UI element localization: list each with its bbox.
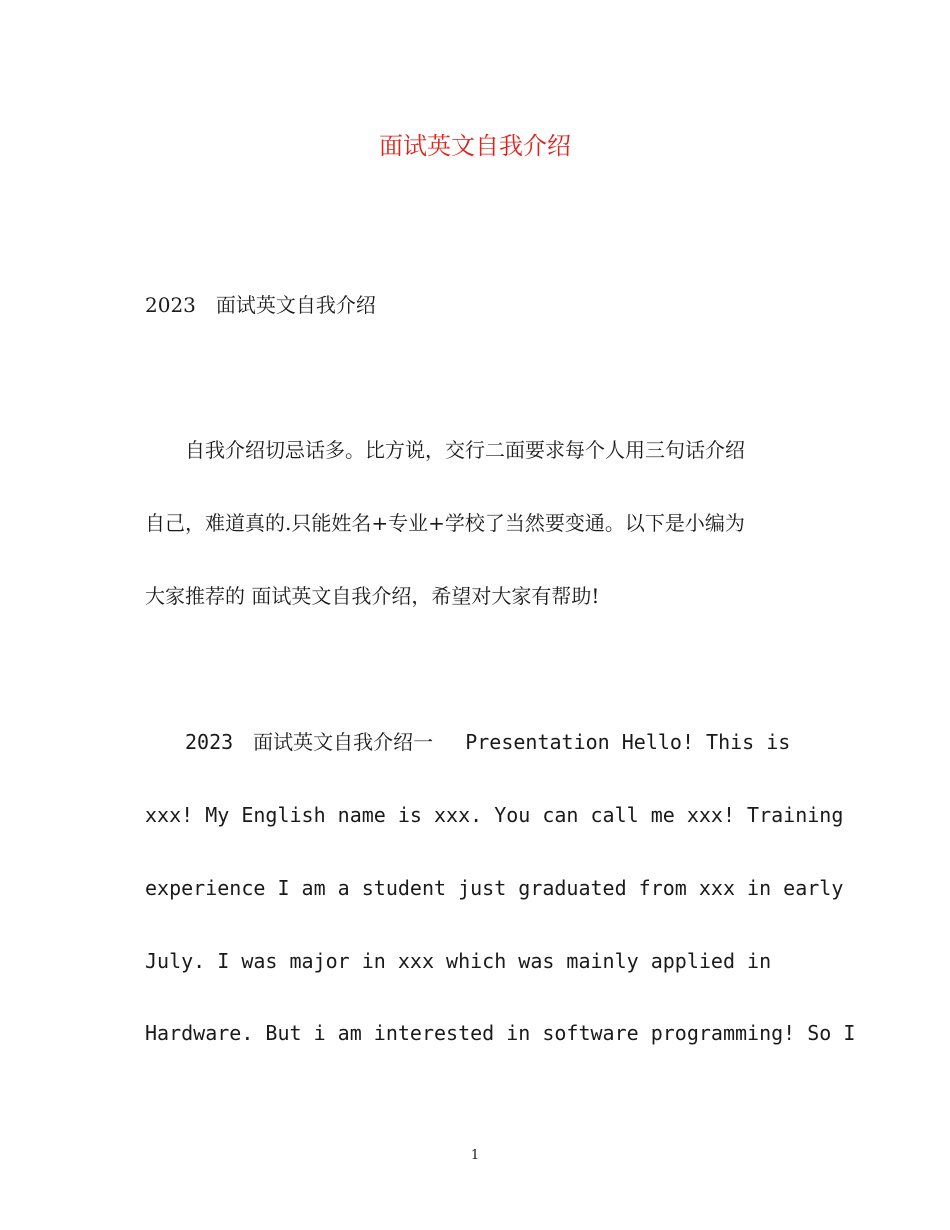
body-line-4: July. I was major in xxx which was mainly applied in — [145, 949, 772, 973]
intro-line-3: 大家推荐的 面试英文自我介绍，希望对大家有帮助! — [145, 584, 600, 608]
page-number: 1 — [470, 1148, 480, 1163]
document-title: 面试英文自我介绍 — [379, 132, 571, 160]
body-line-1: 2023 面试英文自我介绍一 Presentation Hello! This is — [145, 730, 791, 754]
body-line-3: experience I am a student just graduated from xxx in early — [145, 876, 844, 900]
body-line-5: Hardware. But i am interested in software programming! So I — [145, 1021, 856, 1045]
intro-line-2: 自己，难道真的.只能姓名+专业+学校了当然要变通。以下是小编为 — [145, 511, 745, 535]
document-subtitle: 2023 面试英文自我介绍 — [145, 293, 376, 317]
body-line-2: xxx! My English name is xxx. You can call me xxx! Training — [145, 803, 844, 827]
intro-line-1: 自我介绍切忌话多。比方说，交行二面要求每个人用三句话介绍 — [145, 438, 745, 462]
